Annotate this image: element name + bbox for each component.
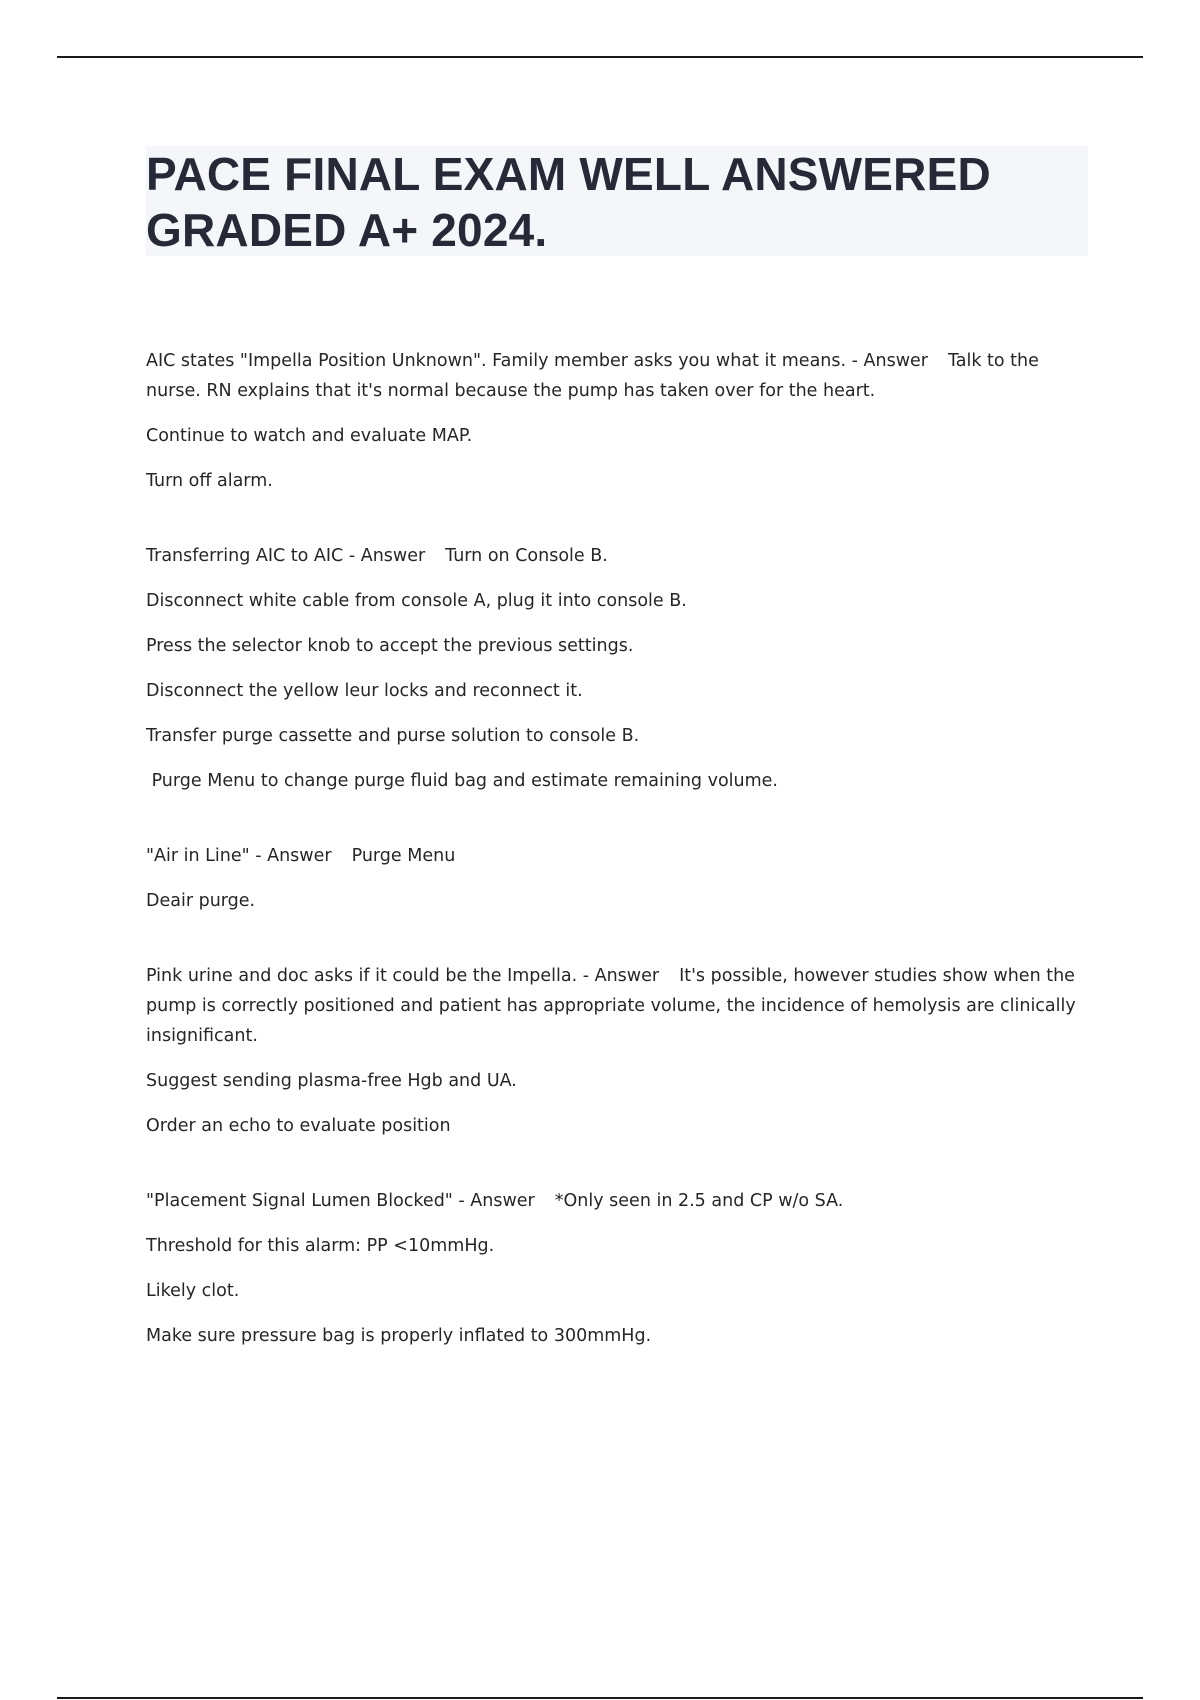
answer-line: Likely clot. [146,1281,240,1301]
qa-block-1 [146,346,1076,496]
answer-text: *Only seen in 2.5 and CP w/o SA. [554,1191,844,1211]
bottom-rule [57,1697,1143,1699]
question-text: "Placement Signal Lumen Blocked" - Answer [146,1191,535,1211]
answer-line: Suggest sending plasma-free Hgb and UA. [146,1071,517,1091]
question-text: Transferring AIC to AIC - Answer [146,546,426,566]
answer-line: Disconnect the yellow leur locks and reconnect it. [146,681,583,701]
answer-line: Deair purge. [146,891,256,911]
answer-text: Talk to the nurse. RN explains that it's normal because the pump has taken over for the heart. [146,351,1039,401]
title-line-2: GRADED A+ 2024. [146,204,548,256]
qa-block-4 [146,961,1076,1141]
answer-text: It's possible, however studies show when the pump is correctly positioned and patient has appropriate volume, the incidence of hemolysis are clinically insignificant. [146,966,1076,1046]
answer-line: Press the selector knob to accept the previous settings. [146,636,634,656]
qa-block-2 [146,541,1076,796]
answer-line: Transfer purge cassette and purse solution to console B. [146,726,640,746]
qa-paragraph [146,1186,1076,1216]
qa-paragraph [146,346,1076,406]
answer-line: Turn off alarm. [146,471,273,491]
answer-line: Disconnect white cable from console A, plug it into console B. [146,591,687,611]
top-rule [57,56,1143,58]
document-body [146,346,1076,1366]
question-text: "Air in Line" - Answer [146,846,332,866]
answer-line: Make sure pressure bag is properly inflated to 300mmHg. [146,1326,652,1346]
qa-block-5 [146,1186,1076,1351]
answer-line: Continue to watch and evaluate MAP. [146,426,473,446]
answer-text: Turn on Console B. [445,546,608,566]
answer-text: Purge Menu [351,846,456,866]
title-line-1: PACE FINAL EXAM WELL ANSWERED [146,148,991,200]
answer-line: Threshold for this alarm: PP <10mmHg. [146,1236,495,1256]
qa-block-3 [146,841,1076,916]
qa-paragraph [146,541,1076,571]
qa-paragraph [146,841,1076,871]
document-title [146,146,1088,258]
question-text: AIC states "Impella Position Unknown". Family member asks you what it means. - Answer [146,351,928,371]
question-text: Pink urine and doc asks if it could be the Impella. - Answer [146,966,660,986]
answer-line: Order an echo to evaluate position [146,1116,451,1136]
qa-paragraph [146,961,1076,1051]
answer-line: Purge Menu to change purge fluid bag and estimate remaining volume. [146,771,778,791]
